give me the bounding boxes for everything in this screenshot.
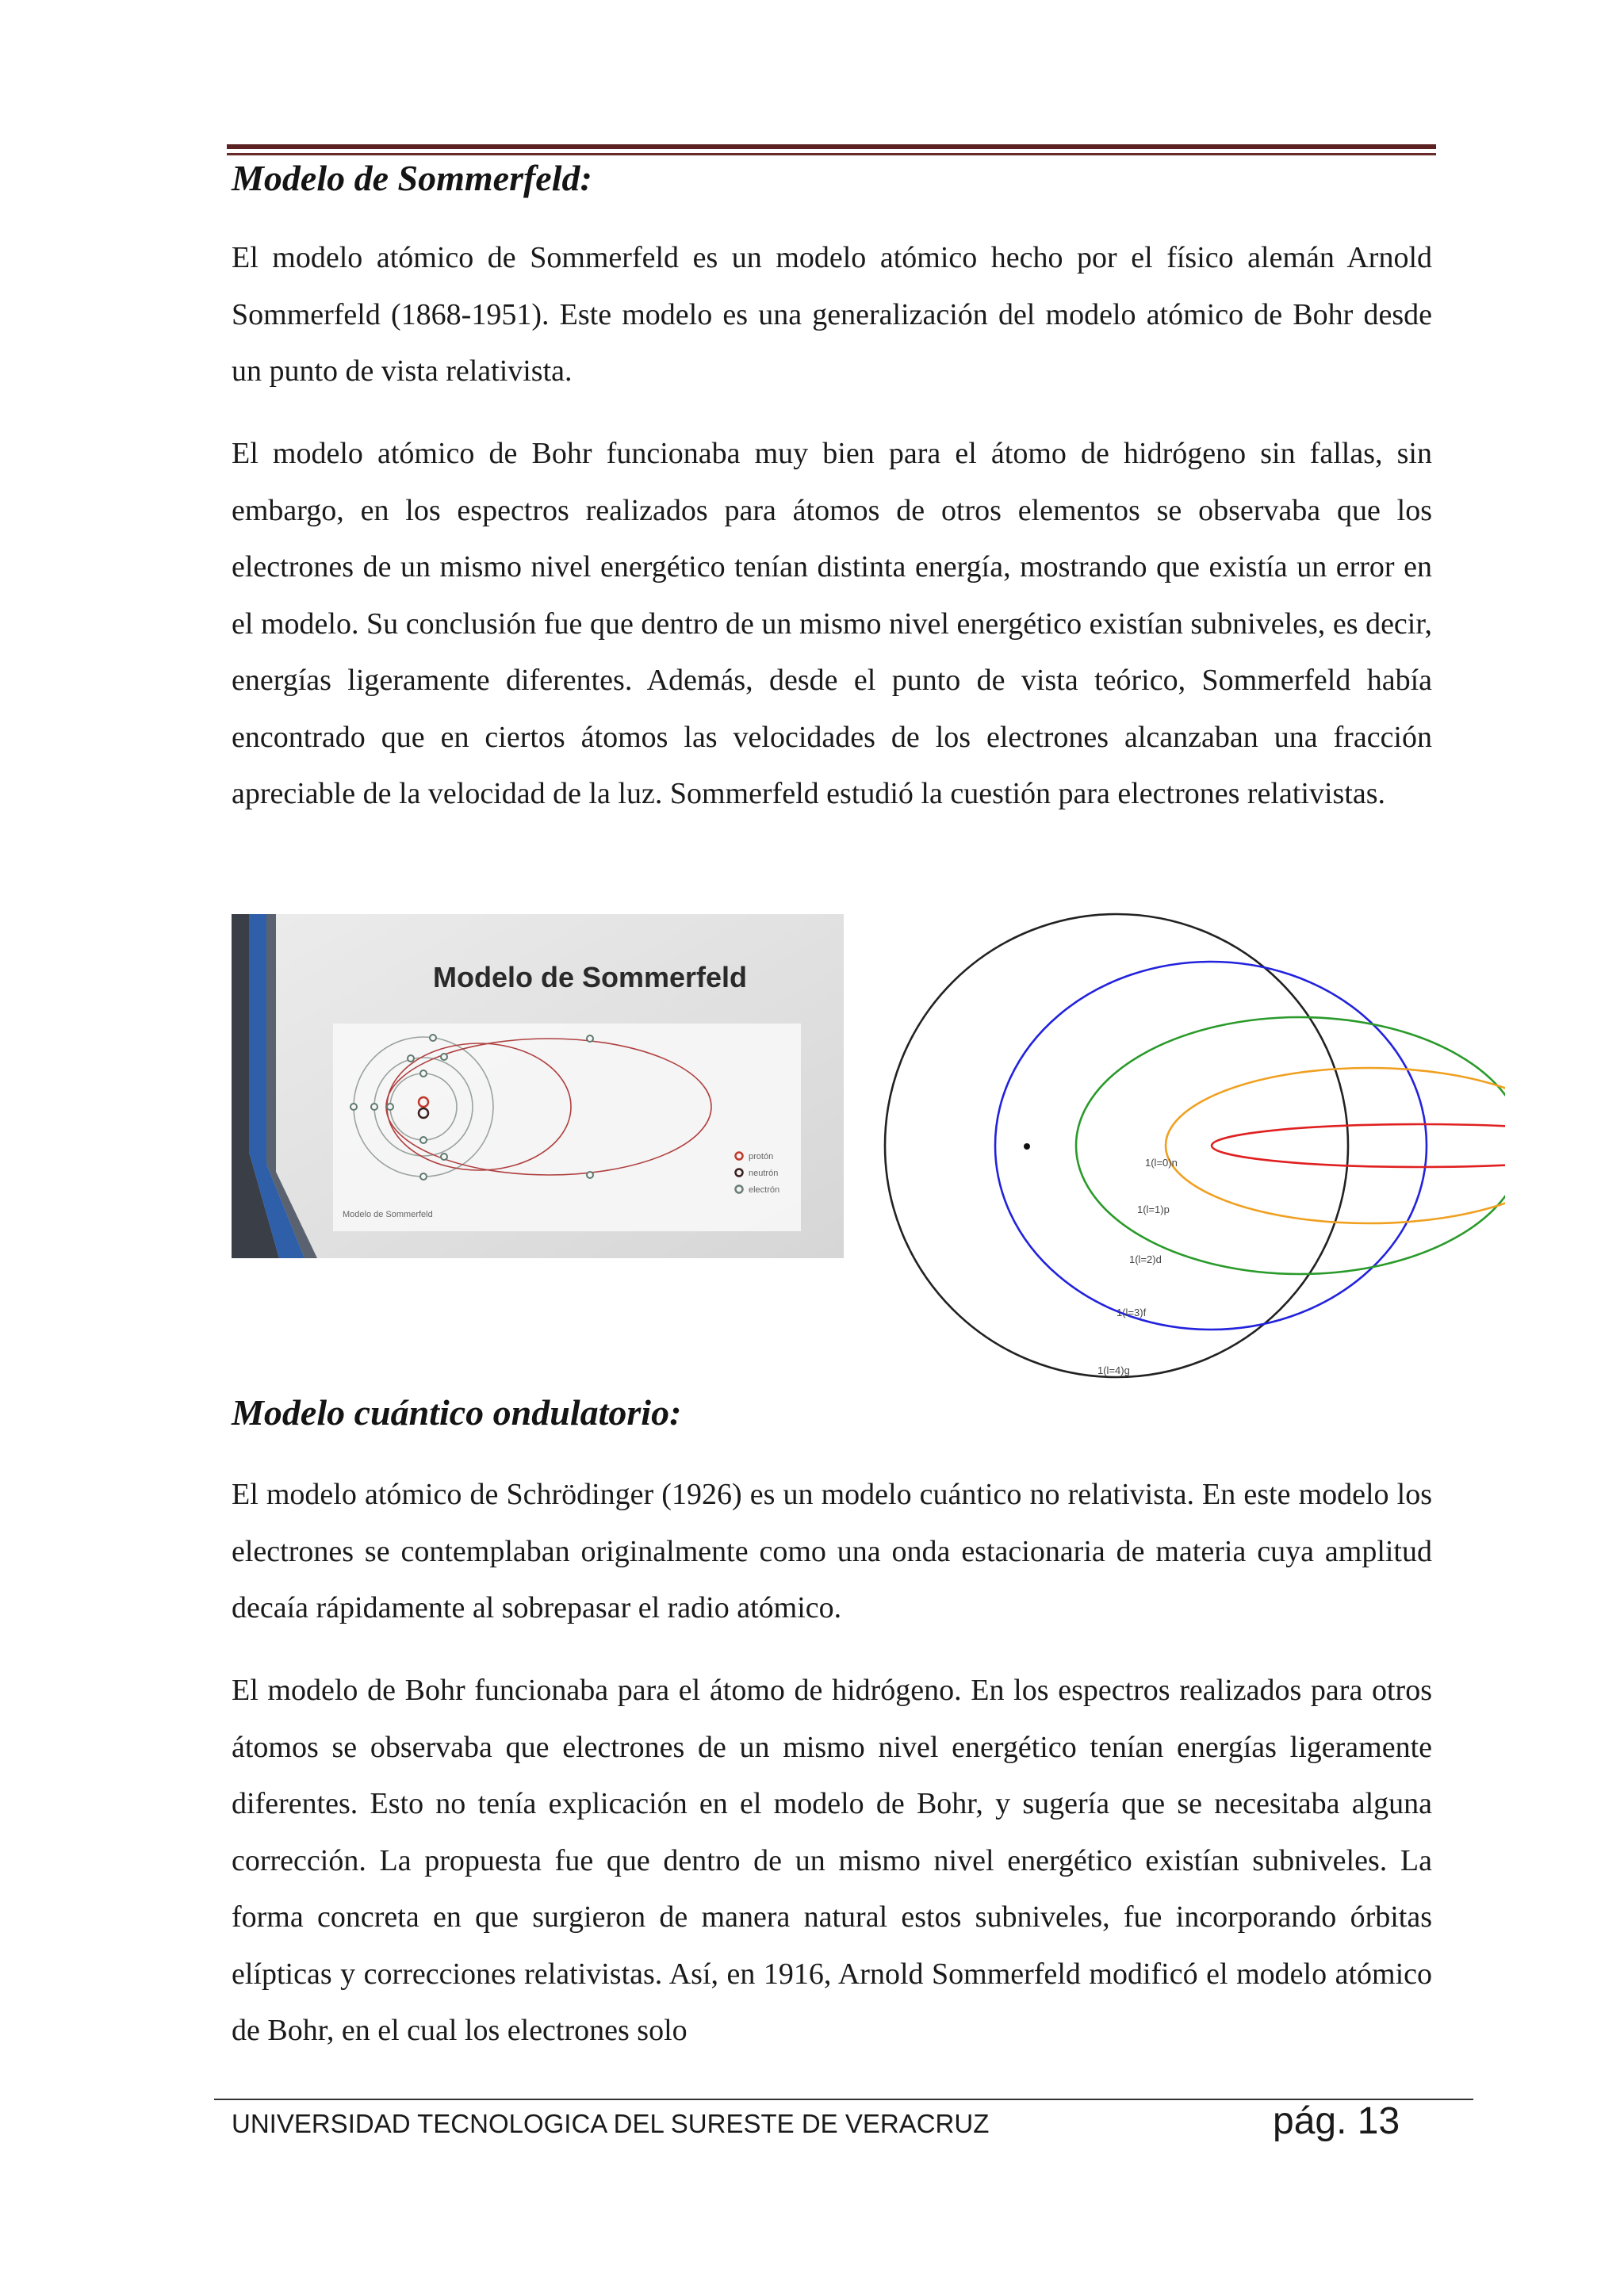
orbit-label-p: 1(l=1)p — [1137, 1203, 1170, 1215]
legend-electron: electrón — [749, 1185, 780, 1195]
header-rule-thin — [227, 153, 1436, 155]
paragraph-bohr-correccion: El modelo de Bohr funcionaba para el átomo de hidrógeno. En los espectros realizados para otros átomos se observaba que electrones de un mismo nivel energético tenían energías ligeramente diferentes. Esto no tenía explicación en el modelo de Bohr, y sugería que se necesitaba alguna corrección. La propuesta fue que dentro de un mismo nivel energético existían subniveles. La forma concreta en que surgieron de manera natural estos subniveles, fue incorporando órbitas elípticas y correcciones relativistas. Así, en 1916, Arnold Sommerfeld modificó el modelo atómico de Bohr, en el cual los electrones solo — [232, 1674, 1432, 2047]
legend-proton: protón — [749, 1152, 774, 1161]
paragraph-sommerfeld-bohr: El modelo atómico de Bohr funcionaba muy bien para el átomo de hidrógeno sin fallas, sin embargo, en los espectros realizados para átomos de otros elementos se observaba que los electrones de un mismo nivel energético tenían distinta energía, mostrando que existía un error en el modelo. Su conclusión fue que dentro de un mismo nivel energético existían subniveles, es decir, energías ligeramente diferentes. Además, desde el punto de vista teórico, Sommerfeld había encontrado que en ciertos átomos las velocidades de los electrones alcanzaban una fracción apreciable de la velocidad de la luz. Sommerfeld estudió la cuestión para electrones relativistas. — [232, 437, 1432, 810]
page-number: pág. 13 — [1273, 2100, 1400, 2142]
slide-title: Modelo de Sommerfeld — [432, 961, 748, 993]
slide-caption: Modelo de Sommerfeld — [343, 1210, 433, 1219]
orbits-diagram-image — [882, 912, 1505, 1384]
footer-institution: UNIVERSIDAD TECNOLOGICA DEL SURESTE DE VERACRUZ — [232, 2109, 990, 2138]
orbit-label-s: 1(l=0)n — [1145, 1157, 1178, 1169]
section-heading-sommerfeld: Modelo de Sommerfeld: — [232, 158, 592, 198]
legend-neutron: neutrón — [749, 1169, 779, 1178]
header-rule-thick — [227, 144, 1436, 149]
paragraph-sommerfeld-intro: El modelo atómico de Sommerfeld es un modelo atómico hecho por el físico alemán Arnold Sommerfeld (1868-1951). Este modelo es una generalización del modelo atómico de Bohr desde un punto de vista relativista. — [232, 241, 1432, 388]
orbit-label-d: 1(l=2)d — [1129, 1253, 1162, 1265]
orbit-label-f: 1(l=3)f — [1116, 1307, 1147, 1318]
sommerfeld-slide-image — [232, 914, 844, 1258]
orbit-label-g: 1(l=4)g — [1097, 1364, 1130, 1376]
paragraph-schrodinger: El modelo atómico de Schrödinger (1926) es un modelo cuántico no relativista. En este modelo los electrones se contemplaban originalmente como una onda estacionaria de materia cuya amplitud decaía rápidamente al sobrepasar el radio atómico. — [232, 1478, 1432, 1624]
section-heading-cuantico: Modelo cuántico ondulatorio: — [232, 1392, 682, 1433]
